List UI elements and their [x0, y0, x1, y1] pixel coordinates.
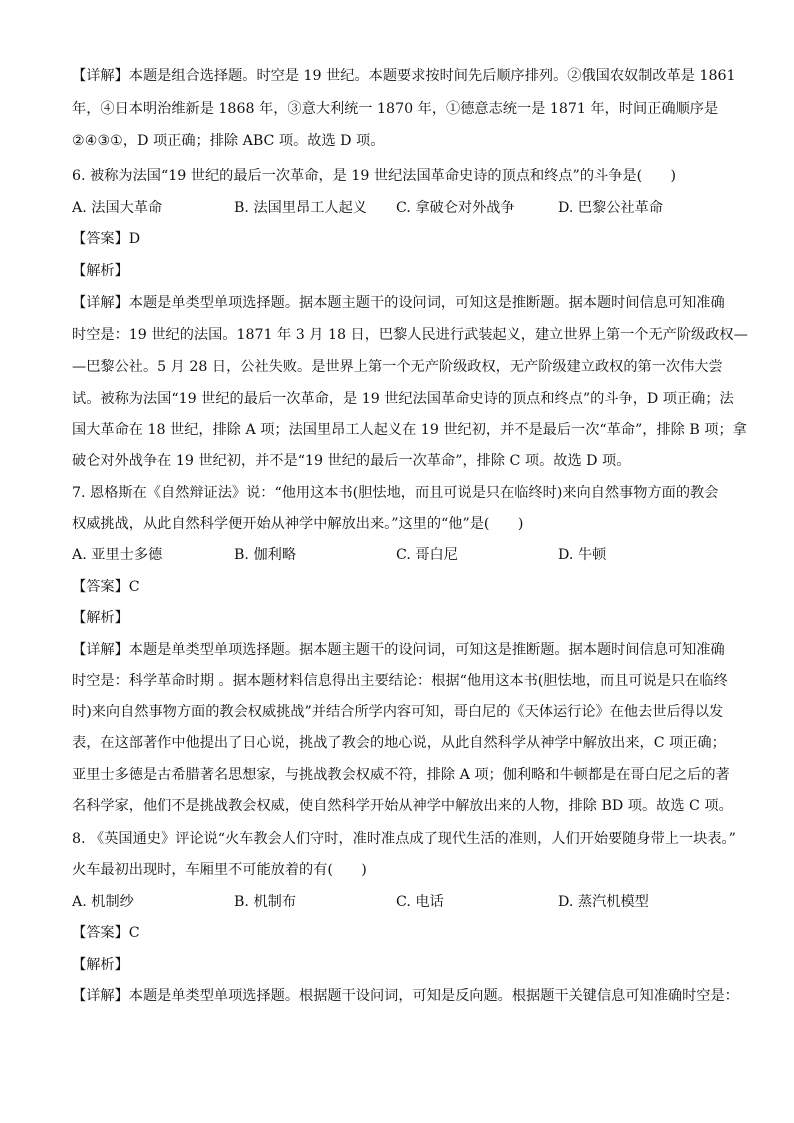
q6-detail-line-3: —巴黎公社。5 月 28 日，公社失败。是世界上第一个无产阶级政权，无产阶级建立政权的第一次伟大尝 — [72, 359, 723, 375]
q8-option-a: A. 机制纱 — [72, 894, 134, 910]
q8-option-b: B. 机制布 — [234, 894, 297, 910]
q6-detail-line-6: 破仑对外战争在 19 世纪初，并不是“19 世纪的最后一次革命”，排除 C 项。故选 D 项。 — [72, 453, 631, 469]
q6-answer: 【答案】D — [72, 231, 141, 247]
q7-option-d: D. 牛顿 — [558, 547, 607, 563]
q8-option-d: D. 蒸汽机模型 — [558, 894, 649, 910]
q5-detail-line-3: ②④③①，D 项正确；排除 ABC 项。故选 D 项。 — [72, 133, 385, 149]
q6-analysis-label: 【解析】 — [72, 263, 129, 279]
q7-detail-line-4: 表，在这部著作中他提出了日心说，挑战了教会的地心说，从此自然科学从神学中解放出来，C 项正确； — [72, 735, 726, 751]
q8-analysis-label: 【解析】 — [72, 957, 129, 973]
q6-detail-line-5: 国大革命在 18 世纪，排除 A 项；法国里昂工人起义在 19 世纪初，并不是最后一次“革命”，排除 B 项；拿 — [72, 422, 747, 438]
q5-detail-line-1: 【详解】本题是组合选择题。时空是 19 世纪。本题要求按时间先后顺序排列。②俄国农奴制改革是 1861 — [72, 68, 736, 84]
q7-option-a: A. 亚里士多德 — [72, 547, 163, 563]
q7-detail-line-3: 时)来向自然事物方面的教会权威挑战”并结合所学内容可知，哥白尼的《天体运行论》在他去世后得以发 — [72, 704, 724, 720]
q7-stem-line-2: 权威挑战，从此自然科学便开始从神学中解放出来。”这里的“他”是( ) — [72, 516, 524, 532]
q7-option-b: B. 伽利略 — [234, 547, 297, 563]
q7-detail-line-2: 时空是：科学革命时期 。据本题材料信息得出主要结论：根据“他用这本书(胆怯地，而且可说是只在临终 — [72, 673, 728, 689]
q8-stem-line-2: 火车最初出现时，车厢里不可能放着的有( ) — [72, 862, 367, 878]
q6-option-b: B. 法国里昂工人起义 — [234, 200, 367, 216]
q7-analysis-label: 【解析】 — [72, 610, 129, 626]
q7-detail-line-1: 【详解】本题是单类型单项选择题。据本题主题干的设问词，可知这是推断题。据本题时间信息可知准确 — [72, 642, 725, 658]
q6-detail-line-1: 【详解】本题是单类型单项选择题。据本题主题干的设问词，可知这是推断题。据本题时间信息可知准确 — [72, 295, 725, 311]
q7-detail-line-6: 名科学家，他们不是挑战教会权威，使自然科学开始从神学中解放出来的人物，排除 BD 项。故选 C 项。 — [72, 798, 733, 814]
q7-stem-line-1: 7. 恩格斯在《自然辩证法》说：“他用这本书(胆怯地，而且可说是只在临终时)来向自然事物方面的教会 — [72, 485, 719, 501]
q8-answer: 【答案】C — [72, 925, 140, 941]
q7-answer: 【答案】C — [72, 579, 140, 595]
q6-option-c: C. 拿破仑对外战争 — [396, 200, 515, 216]
q5-detail-line-2: 年，④日本明治维新是 1868 年，③意大利统一 1870 年，①德意志统一是 1871 年，时间正确顺序是 — [72, 101, 719, 117]
q7-option-c: C. 哥白尼 — [396, 547, 458, 563]
q8-stem-line-1: 8. 《英国通史》评论说“火车教会人们守时，准时准点成了现代生活的准则，人们开始要随身带上一块表。” — [72, 831, 736, 847]
q6-detail-line-2: 时空是：19 世纪的法国。1871 年 3 月 18 日，巴黎人民进行武装起义，建立世界上第一个无产阶级政权— — [72, 327, 748, 343]
q8-detail-line-1: 【详解】本题是单类型单项选择题。根据题干设问词，可知是反向题。根据题干关键信息可知准确时空是： — [72, 988, 739, 1004]
q6-option-d: D. 巴黎公社革命 — [558, 200, 664, 216]
q8-option-c: C. 电话 — [396, 894, 444, 910]
q6-stem: 6. 被称为法国“19 世纪的最后一次革命，是 19 世纪法国革命史诗的顶点和终点”的斗争是( ) — [72, 168, 677, 184]
q6-option-a: A. 法国大革命 — [72, 200, 163, 216]
q7-detail-line-5: 亚里士多德是古希腊著名思想家，与挑战教会权威不符，排除 A 项；伽利略和牛顿都是在哥白尼之后的著 — [72, 767, 730, 783]
q6-detail-line-4: 试。被称为法国“19 世纪的最后一次革命，是 19 世纪法国革命史诗的顶点和终点”的斗争，D 项正确；法 — [72, 391, 734, 407]
